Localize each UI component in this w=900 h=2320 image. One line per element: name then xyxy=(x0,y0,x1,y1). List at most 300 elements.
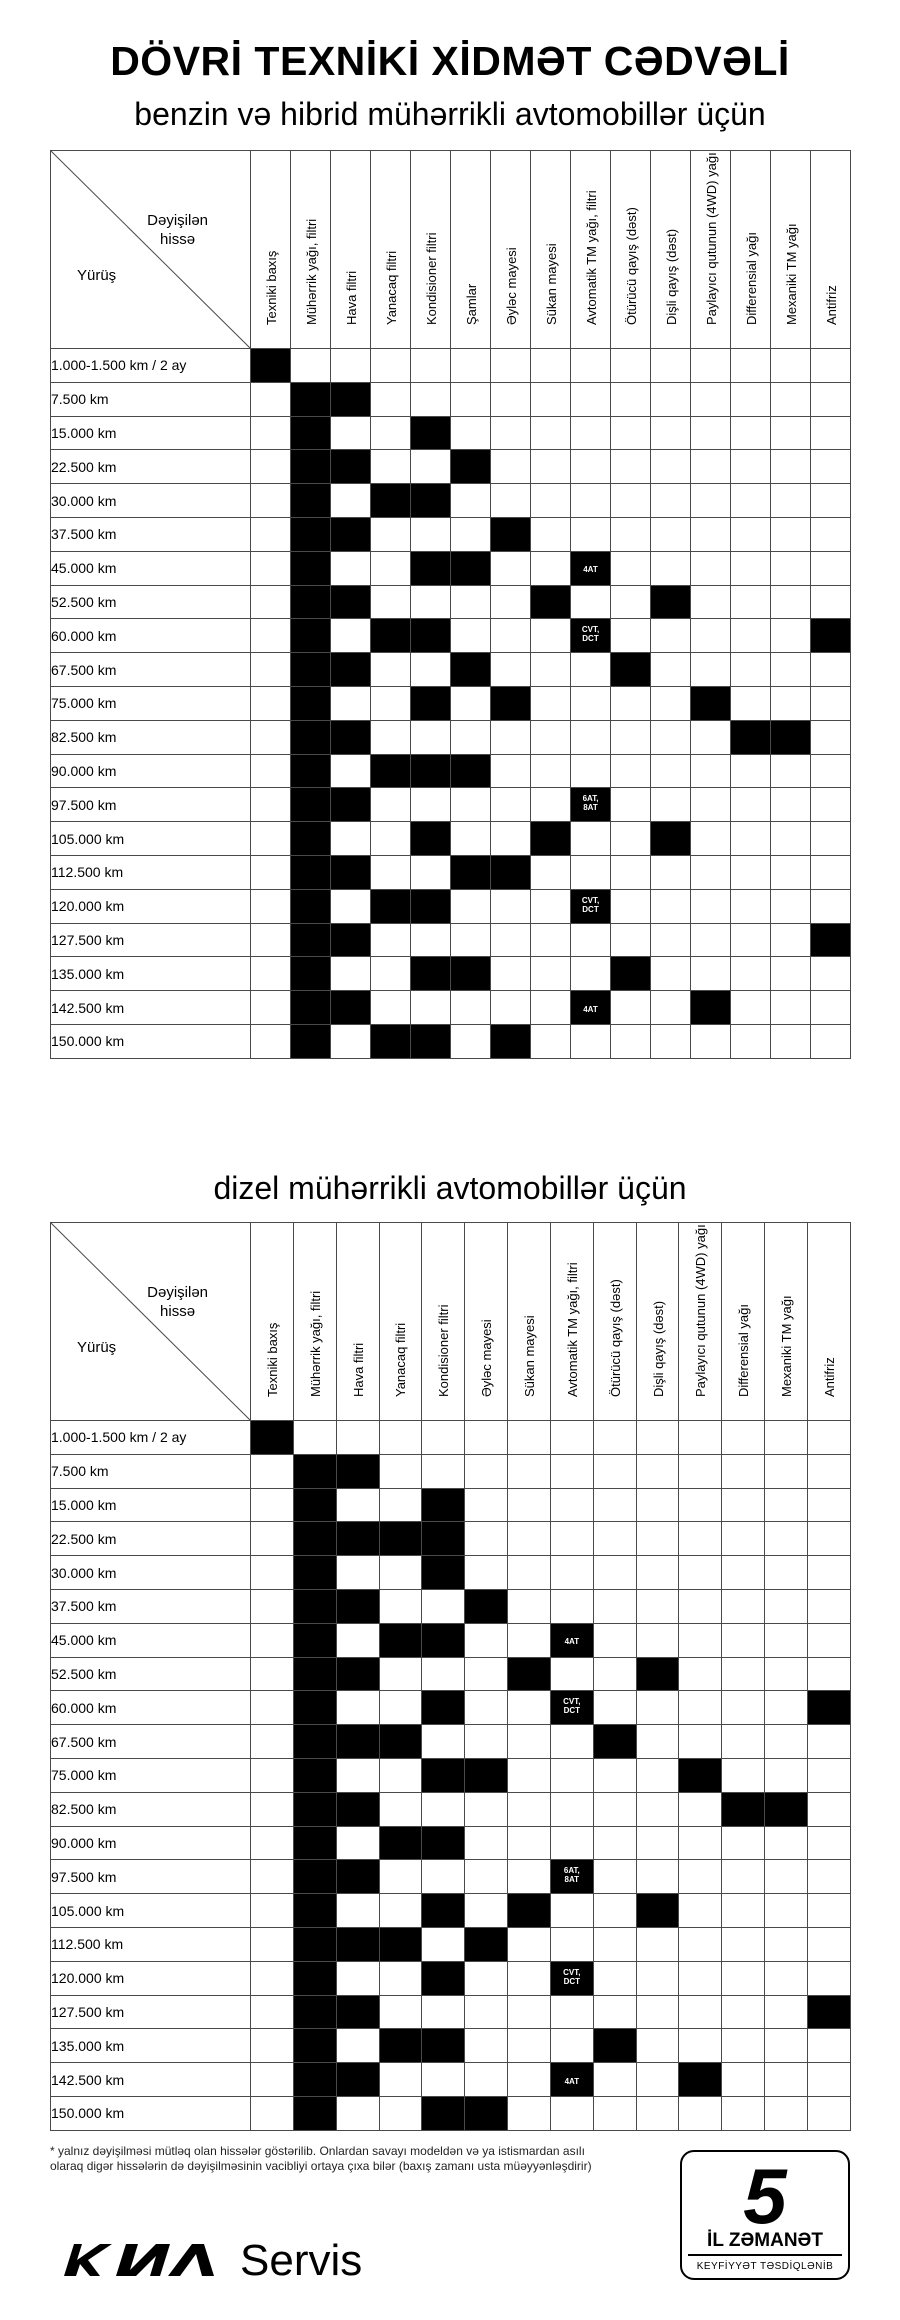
service-mark-cell xyxy=(291,991,331,1025)
table-cell xyxy=(731,923,771,957)
petrol-column-header xyxy=(771,151,811,349)
table-cell xyxy=(508,1522,551,1556)
service-mark-cell xyxy=(411,416,451,450)
table-cell xyxy=(765,1657,808,1691)
table-cell xyxy=(508,1556,551,1590)
table-cell xyxy=(811,720,851,754)
petrol-mileage-label: 75.000 km xyxy=(51,686,251,720)
table-cell xyxy=(491,585,531,619)
table-cell xyxy=(451,720,491,754)
table-cell xyxy=(765,1691,808,1725)
table-cell xyxy=(508,1927,551,1961)
transmission-note: 6AT, 8AT xyxy=(582,794,599,813)
table-cell xyxy=(379,1421,422,1455)
diesel-column-header xyxy=(422,1223,465,1421)
table-cell xyxy=(636,1589,679,1623)
table-cell xyxy=(371,585,411,619)
table-cell xyxy=(251,1522,294,1556)
service-mark-cell xyxy=(293,1792,336,1826)
table-cell xyxy=(722,1995,765,2029)
service-mark-cell xyxy=(293,1725,336,1759)
corner-diagonal-icon xyxy=(51,151,251,349)
diesel-column-header-label: Ötürücü qayış (dəst) xyxy=(607,1279,623,1397)
table-cell xyxy=(771,517,811,551)
petrol-mileage-label: 112.500 km xyxy=(51,855,251,889)
table-cell xyxy=(465,1623,508,1657)
table-cell xyxy=(465,2063,508,2097)
table-cell xyxy=(531,855,571,889)
petrol-corner-cell xyxy=(51,151,251,349)
table-cell xyxy=(771,349,811,383)
table-cell xyxy=(550,2029,593,2063)
service-mark-cell xyxy=(636,1894,679,1928)
service-mark-cell xyxy=(379,1522,422,1556)
table-row xyxy=(51,1725,851,1759)
table-cell xyxy=(771,855,811,889)
service-mark-cell xyxy=(291,788,331,822)
table-cell xyxy=(251,484,291,518)
table-cell xyxy=(722,1657,765,1691)
petrol-column-header-label: Dişli qayış (dəst) xyxy=(663,228,679,325)
table-cell xyxy=(422,1860,465,1894)
table-cell xyxy=(811,517,851,551)
table-cell xyxy=(451,788,491,822)
table-row xyxy=(51,720,851,754)
service-mark-cell xyxy=(571,788,611,822)
service-mark-cell xyxy=(331,382,371,416)
table-cell xyxy=(371,991,411,1025)
service-mark-cell xyxy=(371,484,411,518)
table-cell xyxy=(251,1556,294,1590)
table-row xyxy=(51,619,851,653)
table-cell xyxy=(731,585,771,619)
service-mark-cell xyxy=(465,1758,508,1792)
table-cell xyxy=(571,484,611,518)
table-cell xyxy=(731,551,771,585)
table-cell xyxy=(331,416,371,450)
petrol-schedule-table xyxy=(50,150,851,1059)
table-row xyxy=(51,686,851,720)
service-mark-cell xyxy=(336,1522,379,1556)
service-mark-cell xyxy=(550,1691,593,1725)
petrol-mileage-label: 150.000 km xyxy=(51,1024,251,1058)
table-cell xyxy=(451,517,491,551)
table-cell xyxy=(731,855,771,889)
service-mark-cell xyxy=(293,1488,336,1522)
table-cell xyxy=(651,619,691,653)
table-row xyxy=(51,1556,851,1590)
service-mark-cell xyxy=(679,2063,722,2097)
service-mark-cell xyxy=(336,1927,379,1961)
table-cell xyxy=(679,1556,722,1590)
table-cell xyxy=(491,957,531,991)
table-cell xyxy=(765,1488,808,1522)
table-cell xyxy=(491,653,531,687)
service-mark-cell xyxy=(293,1927,336,1961)
table-cell xyxy=(531,382,571,416)
table-cell xyxy=(811,450,851,484)
table-cell xyxy=(491,754,531,788)
page-title: DÖVRİ TEXNİKİ XİDMƏT CƏDVƏLİ xyxy=(110,38,790,84)
table-cell xyxy=(811,1024,851,1058)
table-cell xyxy=(811,855,851,889)
table-cell xyxy=(465,1556,508,1590)
table-cell xyxy=(679,1725,722,1759)
table-cell xyxy=(807,1894,850,1928)
service-mark-cell xyxy=(251,349,291,383)
diesel-column-header-label: Differensial yağı xyxy=(736,1304,752,1397)
table-cell xyxy=(679,1995,722,2029)
table-cell xyxy=(691,382,731,416)
table-cell xyxy=(811,585,851,619)
table-cell xyxy=(636,1758,679,1792)
table-cell xyxy=(336,1623,379,1657)
service-mark-cell xyxy=(550,2063,593,2097)
petrol-mileage-label: 15.000 km xyxy=(51,416,251,450)
table-cell xyxy=(336,1421,379,1455)
diesel-column-header-label: Texniki baxış xyxy=(264,1322,280,1397)
table-cell xyxy=(593,1691,636,1725)
badge-divider xyxy=(688,2254,842,2256)
table-cell xyxy=(571,416,611,450)
table-cell xyxy=(379,1860,422,1894)
service-mark-cell xyxy=(679,1758,722,1792)
service-mark-cell xyxy=(293,1589,336,1623)
table-row xyxy=(51,653,851,687)
service-mark-cell xyxy=(550,1623,593,1657)
table-cell xyxy=(679,1657,722,1691)
petrol-column-header-label: Şamlar xyxy=(463,283,479,325)
table-cell xyxy=(251,551,291,585)
table-cell xyxy=(593,1421,636,1455)
table-cell xyxy=(508,1826,551,1860)
table-cell xyxy=(731,450,771,484)
table-cell xyxy=(331,889,371,923)
table-cell xyxy=(331,551,371,585)
table-cell xyxy=(550,1556,593,1590)
table-cell xyxy=(807,1454,850,1488)
service-mark-cell xyxy=(422,1961,465,1995)
table-cell xyxy=(550,1522,593,1556)
table-cell xyxy=(491,416,531,450)
table-cell xyxy=(411,349,451,383)
transmission-note: 4AT xyxy=(564,2076,580,2086)
corner-mileage-label: Yürüş xyxy=(77,1339,117,1356)
service-mark-cell xyxy=(422,1623,465,1657)
table-row xyxy=(51,585,851,619)
table-cell xyxy=(251,957,291,991)
table-cell xyxy=(451,686,491,720)
table-cell xyxy=(508,1691,551,1725)
service-mark-cell xyxy=(651,585,691,619)
table-cell xyxy=(465,1522,508,1556)
petrol-column-header xyxy=(491,151,531,349)
petrol-column-header-label: Mühərrik yağı, filtri xyxy=(303,218,319,325)
corner-part-label xyxy=(147,211,208,249)
table-cell xyxy=(811,416,851,450)
table-cell xyxy=(722,1927,765,1961)
table-cell xyxy=(765,1421,808,1455)
table-cell xyxy=(508,1725,551,1759)
table-cell xyxy=(379,1961,422,1995)
table-cell xyxy=(636,1725,679,1759)
table-row xyxy=(51,1894,851,1928)
table-cell xyxy=(691,720,731,754)
transmission-note: 4AT xyxy=(564,1637,580,1647)
table-cell xyxy=(722,1623,765,1657)
diesel-mileage-label: 15.000 km xyxy=(51,1488,251,1522)
table-cell xyxy=(508,1758,551,1792)
table-cell xyxy=(531,1024,571,1058)
table-cell xyxy=(371,788,411,822)
service-mark-cell xyxy=(293,1556,336,1590)
service-mark-cell xyxy=(771,720,811,754)
service-mark-cell xyxy=(291,484,331,518)
service-mark-cell xyxy=(411,686,451,720)
table-cell xyxy=(571,957,611,991)
service-mark-cell xyxy=(293,1623,336,1657)
table-cell xyxy=(508,2063,551,2097)
corner-part-label-line2: hissə xyxy=(160,231,196,248)
table-cell xyxy=(531,957,571,991)
petrol-column-header xyxy=(251,151,291,349)
table-cell xyxy=(593,1826,636,1860)
diesel-mileage-label: 105.000 km xyxy=(51,1894,251,1928)
table-cell xyxy=(611,450,651,484)
table-cell xyxy=(636,1826,679,1860)
table-cell xyxy=(491,720,531,754)
service-mark-cell xyxy=(293,1522,336,1556)
table-cell xyxy=(465,1826,508,1860)
table-cell xyxy=(550,1488,593,1522)
table-cell xyxy=(807,1556,850,1590)
table-cell xyxy=(331,754,371,788)
petrol-column-header-label: Mexaniki TM yağı xyxy=(783,223,799,325)
table-row xyxy=(51,1657,851,1691)
diesel-mileage-label: 82.500 km xyxy=(51,1792,251,1826)
table-cell xyxy=(722,1589,765,1623)
table-cell xyxy=(807,1725,850,1759)
table-cell xyxy=(550,1894,593,1928)
table-cell xyxy=(508,2096,551,2130)
table-cell xyxy=(811,551,851,585)
service-mark-cell xyxy=(731,720,771,754)
table-cell xyxy=(679,2029,722,2063)
table-cell xyxy=(679,1927,722,1961)
table-cell xyxy=(731,1024,771,1058)
subtitle-diesel: dizel mühərrikli avtomobillər üçün xyxy=(213,1170,687,1206)
table-cell xyxy=(636,1927,679,1961)
service-mark-cell xyxy=(291,653,331,687)
table-cell xyxy=(807,1758,850,1792)
table-cell xyxy=(465,1421,508,1455)
table-cell xyxy=(807,1927,850,1961)
service-mark-cell xyxy=(293,1894,336,1928)
table-cell xyxy=(550,1454,593,1488)
service-mark-cell xyxy=(291,1024,331,1058)
diesel-mileage-label: 150.000 km xyxy=(51,2096,251,2130)
table-cell xyxy=(422,1589,465,1623)
table-cell xyxy=(771,822,811,856)
table-cell xyxy=(251,1792,294,1826)
table-row xyxy=(51,1454,851,1488)
petrol-column-header-label: Yanacaq filtri xyxy=(383,250,399,325)
table-cell xyxy=(691,1024,731,1058)
table-cell xyxy=(722,1725,765,1759)
table-cell xyxy=(691,855,731,889)
table-cell xyxy=(611,788,651,822)
table-cell xyxy=(422,1927,465,1961)
table-cell xyxy=(571,450,611,484)
petrol-column-header xyxy=(291,151,331,349)
table-cell xyxy=(508,1623,551,1657)
table-row xyxy=(51,416,851,450)
diesel-column-header xyxy=(508,1223,551,1421)
table-cell xyxy=(651,754,691,788)
service-mark-cell xyxy=(336,1657,379,1691)
table-cell xyxy=(491,349,531,383)
petrol-column-header-label: Sükan mayesi xyxy=(543,243,559,325)
table-cell xyxy=(251,1758,294,1792)
table-cell xyxy=(611,855,651,889)
petrol-column-header xyxy=(691,151,731,349)
service-mark-cell xyxy=(293,2063,336,2097)
table-cell xyxy=(807,1860,850,1894)
service-mark-cell xyxy=(611,653,651,687)
service-mark-cell xyxy=(293,1758,336,1792)
table-cell xyxy=(811,788,851,822)
table-cell xyxy=(550,1758,593,1792)
table-cell xyxy=(251,2063,294,2097)
table-cell xyxy=(651,957,691,991)
petrol-mileage-label: 30.000 km xyxy=(51,484,251,518)
table-cell xyxy=(465,2029,508,2063)
table-cell xyxy=(765,1995,808,2029)
table-cell xyxy=(765,2096,808,2130)
table-cell xyxy=(722,1961,765,1995)
table-row xyxy=(51,1522,851,1556)
table-cell xyxy=(422,1657,465,1691)
service-mark-cell xyxy=(331,923,371,957)
table-cell xyxy=(411,923,451,957)
table-cell xyxy=(593,1995,636,2029)
table-cell xyxy=(807,1488,850,1522)
table-cell xyxy=(636,1995,679,2029)
table-cell xyxy=(771,754,811,788)
table-cell xyxy=(722,1826,765,1860)
table-cell xyxy=(722,1454,765,1488)
service-mark-cell xyxy=(491,517,531,551)
table-cell xyxy=(771,1024,811,1058)
diesel-column-header xyxy=(765,1223,808,1421)
table-cell xyxy=(807,1421,850,1455)
transmission-note: CVT, DCT xyxy=(563,1697,581,1716)
table-cell xyxy=(291,349,331,383)
table-cell xyxy=(651,788,691,822)
service-mark-cell xyxy=(531,585,571,619)
table-cell xyxy=(807,1657,850,1691)
table-cell xyxy=(611,551,651,585)
table-row xyxy=(51,754,851,788)
table-cell xyxy=(651,855,691,889)
table-cell xyxy=(411,653,451,687)
table-cell xyxy=(508,1860,551,1894)
table-cell xyxy=(451,619,491,653)
table-cell xyxy=(371,957,411,991)
transmission-note: CVT, DCT xyxy=(563,1967,581,1986)
service-mark-cell xyxy=(291,855,331,889)
diesel-column-header-label: Mühərrik yağı, filtri xyxy=(307,1290,323,1397)
table-cell xyxy=(765,1758,808,1792)
table-cell xyxy=(531,416,571,450)
diesel-column-header-label: Əyləc mayesi xyxy=(479,1319,495,1397)
service-mark-cell xyxy=(422,1826,465,1860)
service-mark-cell xyxy=(291,957,331,991)
diesel-mileage-label: 1.000-1.500 km / 2 ay xyxy=(51,1421,251,1455)
table-cell xyxy=(765,1927,808,1961)
table-cell xyxy=(371,517,411,551)
diesel-mileage-label: 37.500 km xyxy=(51,1589,251,1623)
diesel-mileage-label: 75.000 km xyxy=(51,1758,251,1792)
table-cell xyxy=(336,1691,379,1725)
table-cell xyxy=(611,416,651,450)
service-mark-cell xyxy=(593,1725,636,1759)
service-mark-cell xyxy=(331,788,371,822)
table-cell xyxy=(731,889,771,923)
table-cell xyxy=(636,2063,679,2097)
table-cell xyxy=(651,349,691,383)
table-cell xyxy=(251,991,291,1025)
table-cell xyxy=(550,2096,593,2130)
table-cell xyxy=(722,2063,765,2097)
table-cell xyxy=(731,349,771,383)
table-cell xyxy=(679,1522,722,1556)
table-cell xyxy=(251,1725,294,1759)
service-mark-cell xyxy=(451,957,491,991)
table-cell xyxy=(807,1826,850,1860)
table-cell xyxy=(679,1826,722,1860)
table-cell xyxy=(807,2096,850,2130)
table-cell xyxy=(593,1522,636,1556)
table-cell xyxy=(731,788,771,822)
service-mark-cell xyxy=(465,1589,508,1623)
corner-mileage-label: Yürüş xyxy=(77,267,117,284)
petrol-column-header-label: Ötürücü qayış (dəst) xyxy=(623,207,639,325)
table-cell xyxy=(636,1691,679,1725)
petrol-mileage-label: 97.500 km xyxy=(51,788,251,822)
table-cell xyxy=(371,551,411,585)
service-mark-cell xyxy=(379,1927,422,1961)
table-cell xyxy=(251,1024,291,1058)
service-mark-cell xyxy=(451,450,491,484)
table-cell xyxy=(571,686,611,720)
table-cell xyxy=(379,2063,422,2097)
table-cell xyxy=(593,1792,636,1826)
petrol-column-header-label: Avtomatik TM yağı, filtri xyxy=(583,190,599,325)
table-cell xyxy=(691,822,731,856)
service-mark-cell xyxy=(291,619,331,653)
table-cell xyxy=(722,1758,765,1792)
table-row xyxy=(51,855,851,889)
table-row xyxy=(51,889,851,923)
service-mark-cell xyxy=(291,686,331,720)
table-cell xyxy=(251,382,291,416)
service-mark-cell xyxy=(336,1454,379,1488)
table-cell xyxy=(811,484,851,518)
table-cell xyxy=(571,382,611,416)
table-cell xyxy=(651,686,691,720)
table-cell xyxy=(508,2029,551,2063)
